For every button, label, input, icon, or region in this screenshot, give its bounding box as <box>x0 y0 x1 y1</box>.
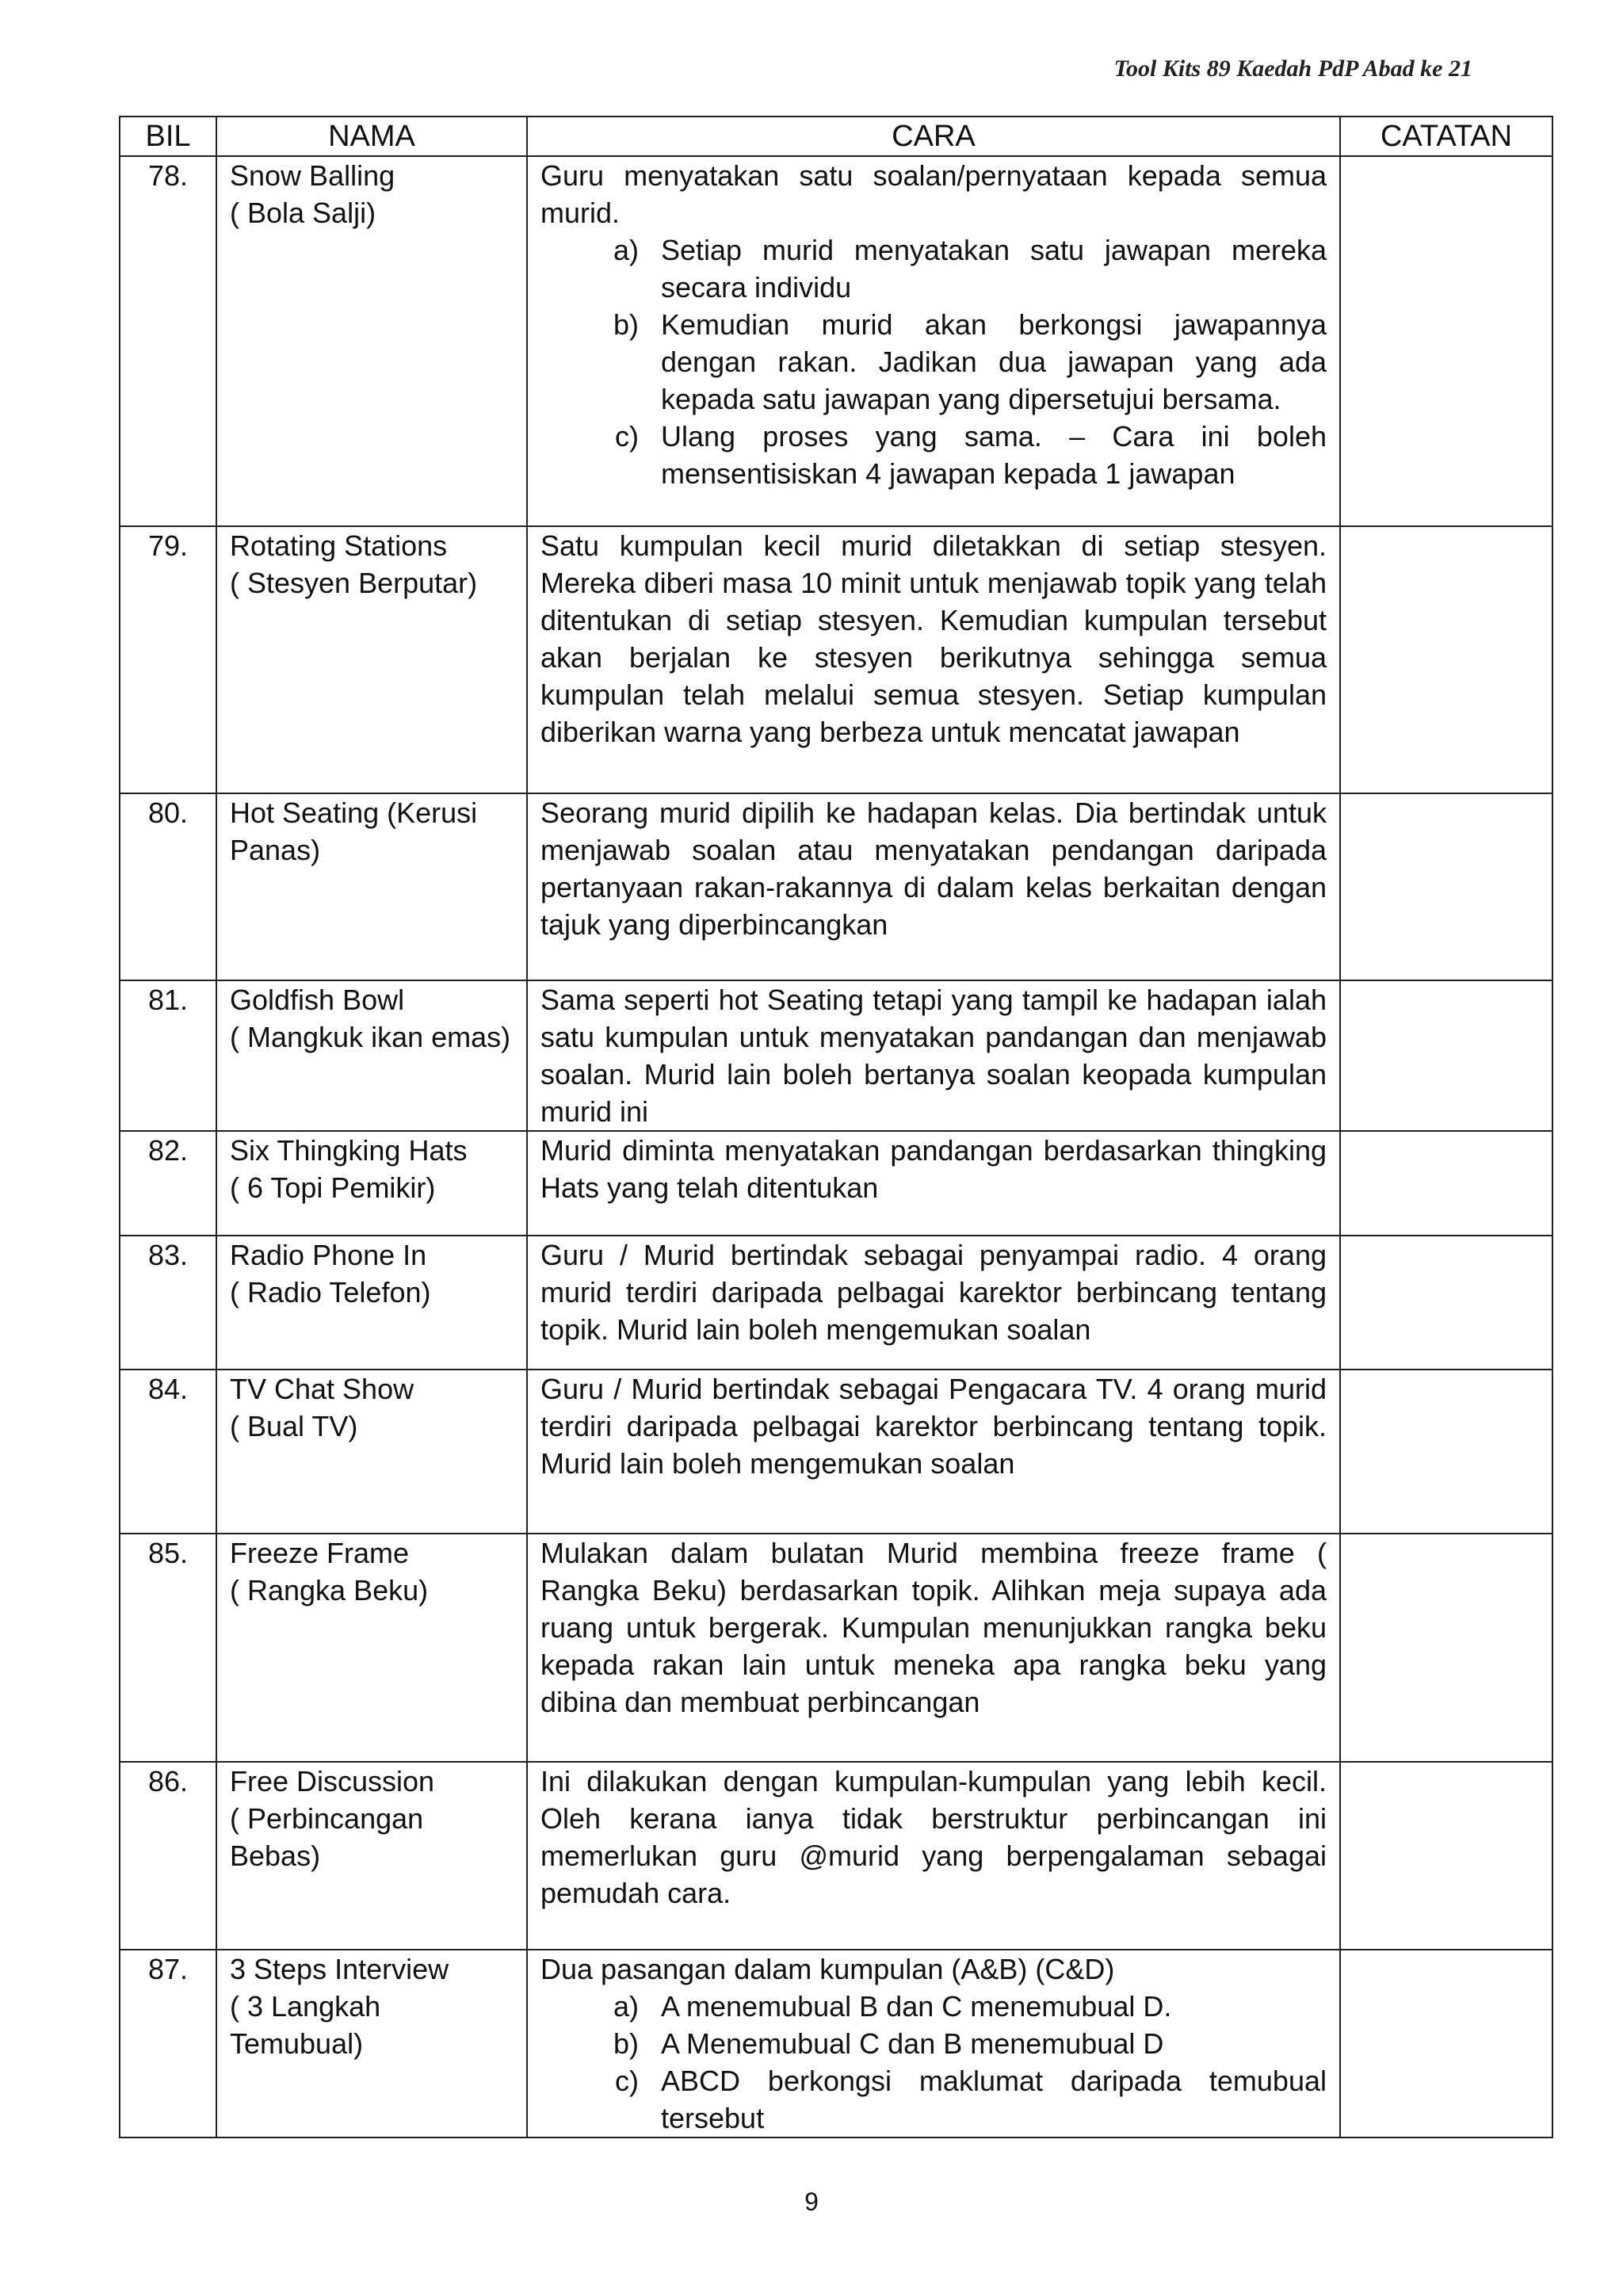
cell-nama <box>216 1534 527 1762</box>
cell-bil: 87. <box>120 1950 216 2137</box>
methods-table <box>119 116 1553 2138</box>
column-header-cara: CARA <box>527 117 1340 156</box>
page-number: 9 <box>804 2187 819 2216</box>
nama-line: ( Perbincangan Bebas) <box>230 1802 424 1872</box>
cell-cara <box>527 980 1340 1131</box>
document-header: Tool Kits 89 Kaedah PdP Abad ke 21 <box>1113 55 1472 82</box>
cara-item-text: A menemubual B dan C menemubual D. <box>661 1990 1172 2023</box>
table-row <box>120 1950 1552 2137</box>
cell-cara <box>527 1762 1340 1950</box>
cell-cara <box>527 156 1340 526</box>
nama-line: Freeze Frame <box>230 1537 410 1569</box>
cara-item-label: c) <box>615 2065 639 2097</box>
table-row <box>120 1131 1552 1236</box>
nama-line: Radio Phone In <box>230 1239 427 1271</box>
column-header-nama: NAMA <box>216 117 527 156</box>
nama-line: ( 3 Langkah Temubual) <box>230 1990 381 2060</box>
cara-item-text: A Menemubual C dan B menemubual D <box>661 2027 1164 2060</box>
table-row <box>120 980 1552 1131</box>
cell-cara <box>527 793 1340 980</box>
cell-bil: 84. <box>120 1370 216 1534</box>
cell-bil: 78. <box>120 156 216 526</box>
cara-text: Dua pasangan dalam kumpulan (A&B) (C&D) <box>540 1953 1115 1985</box>
cell-bil: 81. <box>120 980 216 1131</box>
table-row <box>120 156 1552 526</box>
nama-line: ( Bola Salji) <box>230 197 376 229</box>
nama-line: ( Rangka Beku) <box>230 1574 429 1606</box>
cell-nama <box>216 793 527 980</box>
cara-item-text: Kemudian murid akan berkongsi jawapannya dengan rakan. Jadikan dua jawapan yang ada kepada satu jawapan yang dipersetujui bersama. <box>661 308 1327 415</box>
cell-cara <box>527 1370 1340 1534</box>
nama-line: ( Stesyen Berputar) <box>230 567 478 599</box>
nama-line: Six Thingking Hats <box>230 1134 468 1167</box>
cell-bil: 86. <box>120 1762 216 1950</box>
column-header-catatan: CATATAN <box>1340 117 1552 156</box>
cara-text: Murid diminta menyatakan pandangan berdasarkan thingking Hats yang telah ditentukan <box>540 1134 1327 1204</box>
cara-list-item <box>540 2025 1327 2062</box>
cara-text: Satu kumpulan kecil murid diletakkan di setiap stesyen. Mereka diberi masa 10 minit untuk menjawab topik yang telah ditentukan di setiap stesyen. Kemudian kumpulan tersebut akan berjalan ke stesyen berikutnya sehingga semua kumpulan telah melalui semua stesyen. Setiap kumpulan diberikan warna yang berbeza untuk mencatat jawapan <box>540 529 1327 748</box>
cara-item-label: b) <box>613 308 639 341</box>
cell-nama <box>216 526 527 793</box>
nama-line: Free Discussion <box>230 1765 435 1797</box>
cara-text: Seorang murid dipilih ke hadapan kelas. Dia bertindak untuk menjawab soalan atau menyatakan pendangan daripada pertanyaan rakan-rakannya di dalam kelas berkaitan dengan tajuk yang diperbincangkan <box>540 797 1327 941</box>
cell-catatan <box>1340 1370 1552 1534</box>
nama-line: Rotating Stations <box>230 529 448 562</box>
cell-bil: 82. <box>120 1131 216 1236</box>
table-row <box>120 1370 1552 1534</box>
cara-text: Guru / Murid bertindak sebagai penyampai radio. 4 orang murid terdiri daripada pelbagai karektor berbincang tentang topik. Murid lain boleh mengemukan soalan <box>540 1239 1327 1346</box>
cell-cara <box>527 1534 1340 1762</box>
cell-catatan <box>1340 980 1552 1131</box>
cell-cara <box>527 1950 1340 2137</box>
nama-line: ( Bual TV) <box>230 1410 358 1442</box>
cell-bil: 80. <box>120 793 216 980</box>
cell-nama <box>216 156 527 526</box>
cara-text: Sama seperti hot Seating tetapi yang tampil ke hadapan ialah satu kumpulan untuk menyatakan pandangan dan menjawab soalan. Murid lain boleh bertanya soalan keopada kumpulan murid ini <box>540 984 1327 1128</box>
cell-catatan <box>1340 156 1552 526</box>
table-row <box>120 1762 1552 1950</box>
cara-item-label: a) <box>613 234 639 266</box>
cara-list-item <box>540 418 1327 492</box>
cara-item-text: Ulang proses yang sama. – Cara ini boleh mensentisiskan 4 jawapan kepada 1 jawapan <box>661 420 1327 490</box>
cell-bil: 79. <box>120 526 216 793</box>
cell-catatan <box>1340 793 1552 980</box>
table-row <box>120 793 1552 980</box>
cara-text: Ini dilakukan dengan kumpulan-kumpulan yang lebih kecil. Oleh kerana ianya tidak berstruktur perbincangan ini memerlukan guru @murid yang berpengalaman sebagai pemudah cara. <box>540 1765 1327 1909</box>
table-row <box>120 526 1552 793</box>
cell-nama <box>216 1762 527 1950</box>
cell-nama <box>216 1236 527 1370</box>
cell-bil: 85. <box>120 1534 216 1762</box>
cara-item-label: b) <box>613 2027 639 2060</box>
cara-item-label: a) <box>613 1990 639 2023</box>
cara-item-text: Setiap murid menyatakan satu jawapan mereka secara individu <box>661 234 1327 304</box>
cell-cara <box>527 1131 1340 1236</box>
cell-catatan <box>1340 1534 1552 1762</box>
cell-catatan <box>1340 1762 1552 1950</box>
cara-item-text: ABCD berkongsi maklumat daripada temubual tersebut <box>661 2065 1327 2134</box>
cara-text: Guru / Murid bertindak sebagai Pengacara TV. 4 orang murid terdiri daripada pelbagai karektor berbincang tentang topik. Murid lain boleh mengemukan soalan <box>540 1373 1327 1480</box>
cell-nama <box>216 1131 527 1236</box>
cell-nama <box>216 1370 527 1534</box>
nama-line: ( Mangkuk ikan emas) <box>230 1021 511 1053</box>
cara-list-item <box>540 2062 1327 2137</box>
cell-nama <box>216 1950 527 2137</box>
table-body <box>120 156 1552 2137</box>
cara-list-item <box>540 231 1327 306</box>
cara-text: Guru menyatakan satu soalan/pernyataan kepada semua murid. <box>540 159 1327 229</box>
cara-item-label: c) <box>615 420 639 453</box>
column-header-bil: BIL <box>120 117 216 156</box>
nama-line: Snow Balling <box>230 159 395 192</box>
cell-catatan <box>1340 1950 1552 2137</box>
nama-line: 3 Steps Interview <box>230 1953 449 1985</box>
cell-cara <box>527 526 1340 793</box>
nama-line: TV Chat Show <box>230 1373 414 1405</box>
cara-list-item <box>540 1988 1327 2025</box>
cell-nama <box>216 980 527 1131</box>
cell-catatan <box>1340 1236 1552 1370</box>
nama-line: ( Radio Telefon) <box>230 1276 431 1308</box>
cara-list-item <box>540 306 1327 418</box>
nama-line: Goldfish Bowl <box>230 984 405 1016</box>
table-header-row <box>120 117 1552 156</box>
cell-catatan <box>1340 1131 1552 1236</box>
table-row <box>120 1534 1552 1762</box>
cara-text: Mulakan dalam bulatan Murid membina freeze frame ( Rangka Beku) berdasarkan topik. Alihkan meja supaya ada ruang untuk bergerak. Kumpulan menunjukkan rangka beku kepada rakan lain untuk meneka apa rangka beku yang dibina dan membuat perbincangan <box>540 1537 1327 1718</box>
nama-line: Hot Seating (Kerusi Panas) <box>230 797 478 866</box>
cell-cara <box>527 1236 1340 1370</box>
cell-catatan <box>1340 526 1552 793</box>
nama-line: ( 6 Topi Pemikir) <box>230 1171 436 1204</box>
table-row <box>120 1236 1552 1370</box>
cell-bil: 83. <box>120 1236 216 1370</box>
